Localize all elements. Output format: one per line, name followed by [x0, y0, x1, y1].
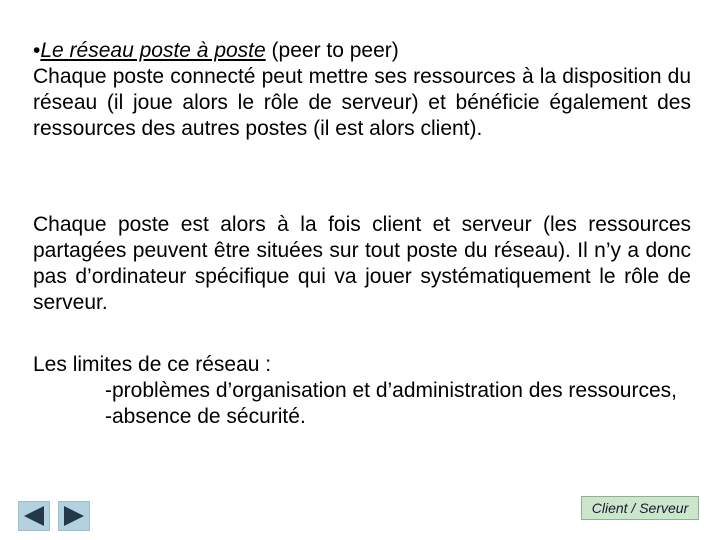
limits-intro: Les limites de ce réseau : [33, 353, 272, 376]
section-heading-suffix: (peer to peer) [265, 39, 399, 62]
paragraph-2: Chaque poste est alors à la fois client et serveur (les ressources partagées peuvent être situées sur tout poste du réseau). Il n’y a donc pas d’ordinateur spécifique qui va jouer systématiquement le rôle de serveur. [33, 213, 691, 314]
client-serveur-link[interactable]: Client / Serveur [581, 496, 699, 520]
previous-slide-button[interactable] [18, 501, 50, 531]
limit-item: -absence de sécurité. [105, 405, 306, 428]
bullet: • [33, 39, 41, 62]
arrow-left-icon [22, 505, 46, 527]
paragraph-limits [33, 352, 691, 430]
paragraph-1-body: Chaque poste connecté peut mettre ses ressources à la disposition du réseau (il joue alors le rôle de serveur) et bénéficie également des ressources des autres postes (il est alors client). [33, 65, 691, 140]
section-heading: Le réseau poste à poste [40, 39, 266, 62]
next-slide-button[interactable] [58, 501, 90, 531]
limit-item: -problèmes d’organisation et d’administration des ressources, [105, 379, 677, 402]
arrow-right-icon [62, 505, 86, 527]
paragraph-peer-to-peer [33, 38, 691, 142]
